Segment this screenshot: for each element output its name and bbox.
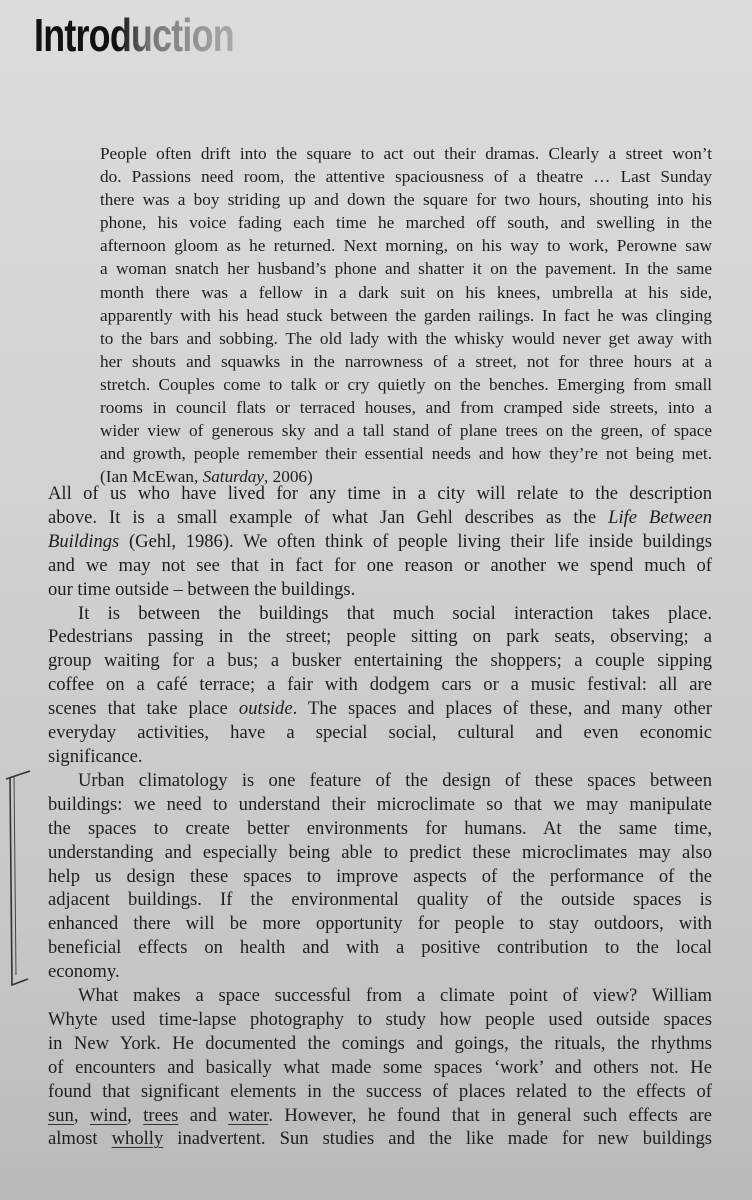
text-run: inadvertent. Sun studies and the like made for new buildings — [163, 1128, 712, 1150]
body-line — [48, 1056, 712, 1080]
body-line — [48, 793, 712, 817]
text-run: month there was a fellow in a dark suit on his knees, umbrella at his side, — [100, 282, 712, 302]
text-run: and growth, people remember their essential needs and how they’re not being met. — [100, 444, 712, 464]
text-run: a woman snatch her husband’s phone and shatter it on the pavement. In the same — [100, 259, 712, 279]
quote-line — [100, 350, 712, 373]
text-run: and we may not see that in fact for one reason or another we spend much of — [48, 554, 712, 576]
text-run: . However, he found that in general such effects are — [268, 1104, 712, 1126]
quote-line — [100, 257, 712, 280]
italic-text: Saturday — [202, 467, 265, 487]
body-line — [48, 912, 712, 936]
body-line — [48, 721, 712, 745]
quote-line — [100, 396, 712, 419]
underlined-text: sun — [48, 1104, 74, 1126]
text-run: afternoon gloom as he returned. Next morning, on his way to work, Perowne saw — [100, 236, 712, 256]
body-line — [48, 1080, 712, 1104]
quote-line — [100, 165, 712, 188]
quote-line — [100, 304, 712, 327]
text-run: rooms in council flats or terraced houses, and from cramped side streets, into a — [100, 398, 712, 418]
quote-line — [100, 234, 712, 257]
text-run: of encounters and basically what made some spaces ‘work’ and others not. He — [48, 1056, 712, 1078]
chapter-title: Introduction — [34, 9, 234, 61]
text-run: understanding and especially being able to predict these microclimates may also — [48, 841, 712, 863]
text-run: Pedestrians passing in the street; people sitting on park seats, observing; a — [48, 626, 712, 648]
text-run: her shouts and squawks in the narrowness of a street, not for three hours at a — [100, 351, 712, 371]
body-line — [48, 1104, 712, 1128]
underlined-text: wholly — [111, 1128, 164, 1150]
body-line — [48, 602, 712, 626]
quote-line — [100, 142, 712, 165]
text-run: significance. — [48, 745, 143, 767]
text-run: Whyte used time-lapse photography to study how people used outside spaces — [48, 1008, 712, 1030]
text-run: economy. — [48, 961, 120, 983]
text-run: our time outside – between the buildings. — [48, 578, 356, 600]
text-run: everyday activities, have a special social, cultural and even economic — [48, 722, 712, 744]
quote-line — [100, 211, 712, 234]
body-line — [48, 1008, 712, 1032]
text-run: coffee on a café terrace; a fair with dodgem cars or a music festival: all are — [48, 674, 712, 696]
body-line — [48, 506, 712, 530]
text-run: to the bars and sobbing. The old lady with the whisky would never get away with — [100, 328, 712, 348]
text-run: , — [127, 1104, 144, 1126]
text-run: apparently with his head stuck between the garden railings. In fact he was clinging — [100, 305, 712, 325]
underlined-text: trees — [143, 1104, 179, 1126]
body-line — [48, 1127, 712, 1151]
body-line — [48, 769, 712, 793]
text-run: . The spaces and places of these, and many other — [292, 698, 712, 720]
text-run: the spaces to create better environments for humans. At the same time, — [48, 817, 712, 839]
text-run: stretch. Couples come to talk or cry quietly on the benches. Emerging from small — [100, 374, 712, 394]
text-run: and — [178, 1104, 229, 1126]
text-run: People often drift into the square to act out their dramas. Clearly a street won’t — [100, 144, 712, 163]
body-line — [48, 865, 712, 889]
text-run: help us design these spaces to improve aspects of the performance of the — [48, 865, 712, 887]
underlined-text: water — [228, 1104, 269, 1126]
text-run: group waiting for a bus; a busker entertaining the shoppers; a couple sipping — [48, 650, 712, 672]
text-run: do. Passions need room, the attentive spaciousness of a theatre … Last Sunday — [100, 167, 712, 187]
text-run: in New York. He documented the comings and goings, the rituals, the rhythms — [48, 1032, 712, 1054]
body-line — [48, 697, 712, 721]
body-line — [48, 482, 712, 506]
body-text — [48, 482, 712, 1151]
italic-text: outside — [238, 698, 293, 720]
text-run: above. It is a small example of what Jan Gehl describes as the — [48, 506, 609, 528]
body-line — [48, 888, 712, 912]
text-run: (Gehl, 1986). We often think of people living their life inside buildings — [119, 530, 712, 552]
italic-text: Buildings — [48, 530, 120, 552]
body-line — [48, 841, 712, 865]
text-run: It is between the buildings that much social interaction takes place. — [78, 602, 712, 624]
quote-line — [100, 442, 712, 465]
text-run: , 2006) — [264, 467, 313, 487]
text-run: enhanced there will be more opportunity for people to stay outdoors, with — [48, 913, 712, 935]
text-run: What makes a space successful from a climate point of view? William — [78, 985, 712, 1007]
handwritten-bracket-mark — [0, 765, 40, 995]
epigraph-quote — [100, 142, 712, 488]
body-line — [48, 745, 712, 769]
text-run: there was a boy striding up and down the square for two hours, shouting into his — [100, 190, 712, 210]
italic-text: Life Between — [608, 506, 713, 528]
body-line — [48, 649, 712, 673]
text-run: almost — [48, 1128, 112, 1150]
text-run: found that significant elements in the success of places related to the effects of — [48, 1080, 712, 1102]
text-run: Urban climatology is one feature of the design of these spaces between — [78, 769, 712, 791]
text-run: , — [73, 1104, 90, 1126]
body-line — [48, 960, 712, 984]
text-run: phone, his voice fading each time he marched off south, and swelling in the — [100, 213, 712, 233]
body-line — [48, 1032, 712, 1056]
underlined-text: wind — [89, 1104, 128, 1126]
quote-line — [100, 327, 712, 350]
body-line — [48, 817, 712, 841]
quote-line — [100, 281, 712, 304]
text-run: (Ian McEwan, — [100, 467, 203, 487]
quote-line — [100, 188, 712, 211]
body-line — [48, 984, 712, 1008]
text-run: adjacent buildings. If the environmental quality of the outside spaces is — [48, 889, 712, 911]
body-line — [48, 530, 712, 554]
quote-line — [100, 419, 712, 442]
body-line — [48, 673, 712, 697]
text-run: beneficial effects on health and with a positive contribution to the local — [48, 937, 712, 959]
text-run: buildings: we need to understand their microclimate so that we may manipulate — [48, 793, 712, 815]
text-run: All of us who have lived for any time in a city will relate to the description — [48, 483, 712, 504]
body-line — [48, 554, 712, 578]
text-run: scenes that take place — [48, 698, 239, 720]
body-line — [48, 936, 712, 960]
body-line — [48, 625, 712, 649]
body-line — [48, 578, 712, 602]
quote-line — [100, 373, 712, 396]
text-run: wider view of generous sky and a tall stand of plane trees on the green, of space — [100, 421, 712, 441]
